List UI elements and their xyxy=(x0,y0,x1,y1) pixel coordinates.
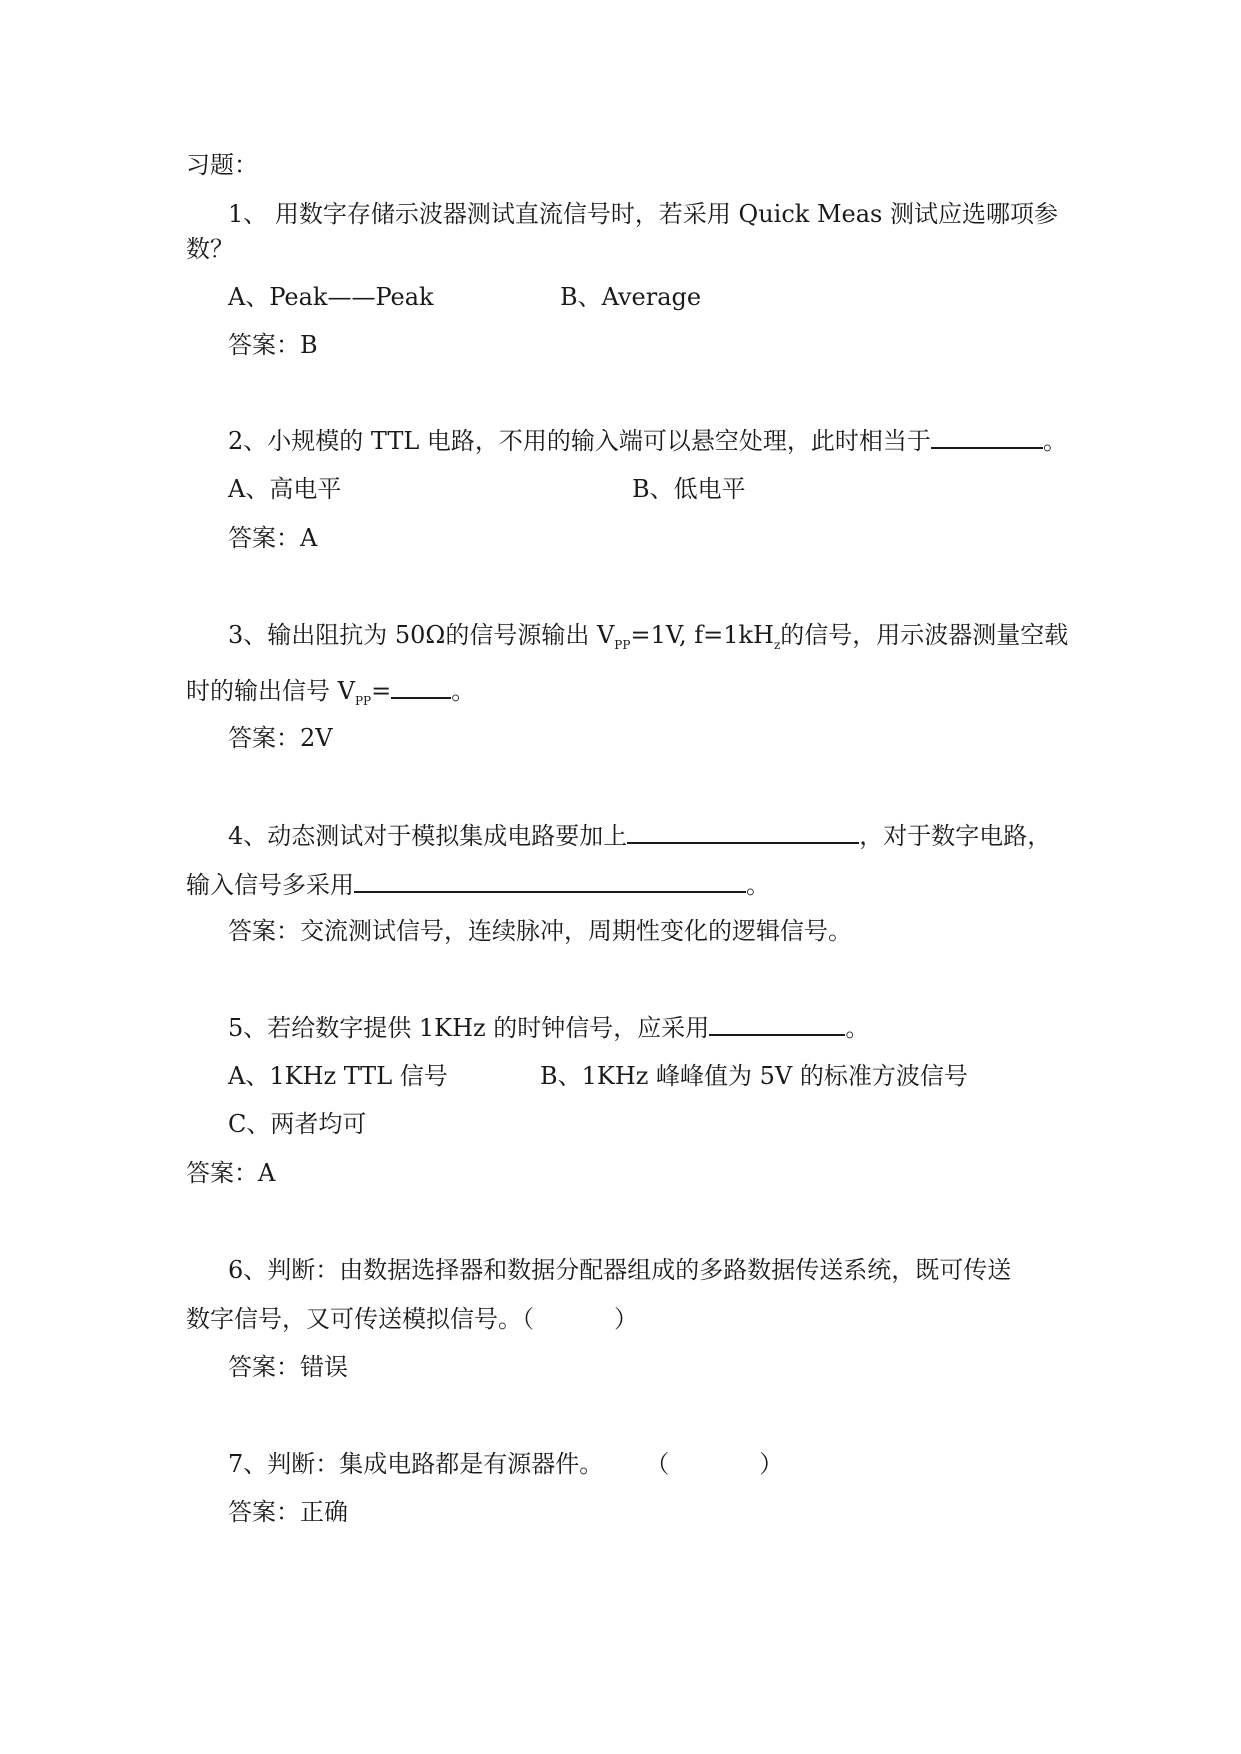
question-7-close-paren: ） xyxy=(759,1450,784,1478)
question-2-option-a: A、高电平 xyxy=(228,475,342,503)
question-3-answer: 答案：2V xyxy=(228,724,333,752)
question-3-end: 。 xyxy=(451,677,476,705)
question-6-line-2 xyxy=(186,1304,638,1334)
question-1-line-1: 1、 用数字存储示波器测试直流信号时，若采用 Quick Meas 测试应选哪项参 xyxy=(228,200,1058,228)
question-3-line-2 xyxy=(186,675,475,716)
question-5-blank xyxy=(709,1012,845,1036)
question-2-option-b: B、低电平 xyxy=(632,475,746,503)
question-3-blank xyxy=(391,675,451,699)
question-3-part-5: = xyxy=(371,677,392,705)
question-4-part-1: 4、动态测试对于模拟集成电路要加上 xyxy=(228,822,628,850)
question-5-text xyxy=(228,1012,869,1043)
question-2-stem: 2、小规模的 TTL 电路，不用的输入端可以悬空处理，此时相当于 xyxy=(228,427,931,455)
question-2-answer: 答案：A xyxy=(228,524,318,552)
question-2-end: 。 xyxy=(1042,427,1067,455)
question-6-close-paren: ） xyxy=(614,1305,638,1333)
question-4-line-1 xyxy=(228,820,1051,851)
question-4-part-2: ，对于数字电路， xyxy=(859,822,1052,850)
question-2-blank xyxy=(931,425,1043,449)
question-3-subscript-pp-2: PP xyxy=(354,693,372,708)
question-7-open-paren: （ xyxy=(645,1450,670,1478)
question-3-part-1: 3、输出阻抗为 50Ω的信号源输出 V xyxy=(228,621,615,649)
question-5-end: 。 xyxy=(845,1014,870,1042)
question-3-part-4: 时的输出信号 V xyxy=(186,677,355,705)
question-1-option-a: A、Peak——Peak xyxy=(228,283,434,311)
question-4-part-3: 输入信号多采用 xyxy=(186,871,354,899)
question-3-part-3: 的信号，用示波器测量空载 xyxy=(780,621,1069,649)
heading: 习题： xyxy=(186,151,258,179)
question-3-part-2: =1V, f=1kH xyxy=(630,621,774,649)
question-5-option-b: B、1KHz 峰峰值为 5V 的标准方波信号 xyxy=(540,1062,968,1090)
question-5-answer: 答案：A xyxy=(186,1159,276,1187)
question-1-option-b: B、Average xyxy=(560,283,702,311)
question-6-part-1: 数字信号，又可传送模拟信号。（ xyxy=(186,1305,534,1333)
question-4-blank-2 xyxy=(354,869,746,893)
question-4-end: 。 xyxy=(746,871,770,899)
question-5-option-c: C、两者均可 xyxy=(228,1110,367,1138)
question-5-option-a: A、1KHz TTL 信号 xyxy=(228,1062,448,1090)
question-3-line-1 xyxy=(228,620,1068,660)
question-3-subscript-z: z xyxy=(773,637,781,652)
question-6-line-1: 6、判断：由数据选择器和数据分配器组成的多路数据传送系统，既可传送 xyxy=(228,1256,1012,1284)
question-2-text xyxy=(228,425,1067,456)
question-1-answer: 答案：B xyxy=(228,331,318,359)
question-1-line-2: 数？ xyxy=(186,235,234,263)
question-5-stem: 5、若给数字提供 1KHz 的时钟信号，应采用 xyxy=(228,1014,710,1042)
question-4-line-2 xyxy=(186,869,770,900)
question-3-subscript-pp: PP xyxy=(614,637,631,652)
question-7-text xyxy=(228,1449,783,1479)
question-4-blank-1 xyxy=(627,820,859,844)
question-6-answer: 答案：错误 xyxy=(228,1353,348,1381)
question-7-answer: 答案：正确 xyxy=(228,1498,348,1526)
question-7-stem: 7、判断：集成电路都是有源器件。 xyxy=(228,1450,604,1478)
question-4-answer: 答案：交流测试信号，连续脉冲，周期性变化的逻辑信号。 xyxy=(228,917,852,945)
